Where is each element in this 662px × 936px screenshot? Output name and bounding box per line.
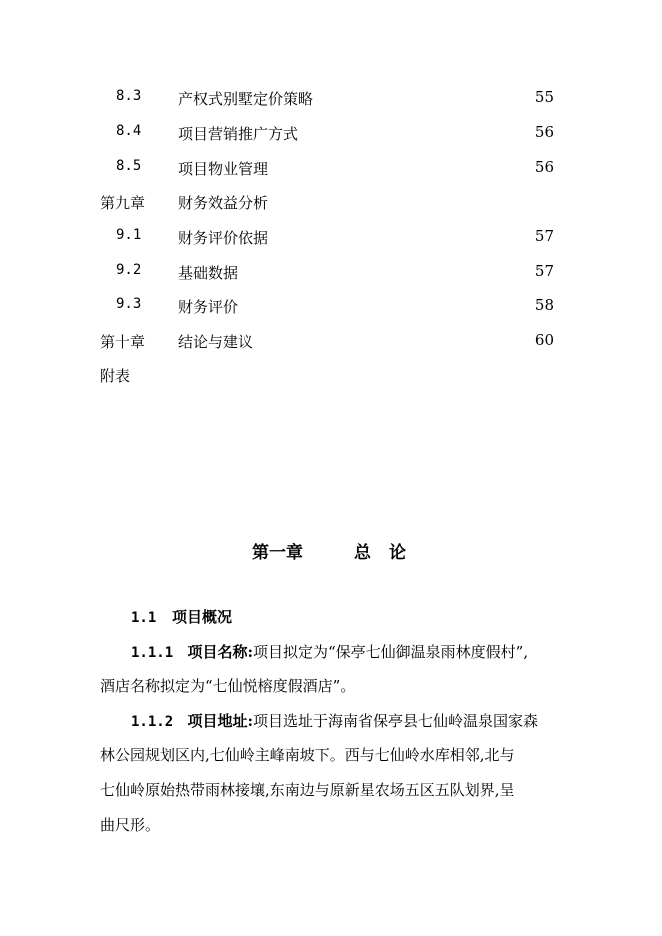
- toc-row: [0, 158, 662, 182]
- toc-number: 9.1: [116, 227, 142, 243]
- toc-title: 基础数据: [178, 264, 239, 282]
- toc-number: 第十章: [100, 333, 146, 351]
- toc-title: 财务效益分析: [178, 194, 269, 212]
- item-number: 1.1.2: [131, 714, 174, 730]
- toc-row: [0, 262, 662, 286]
- toc-number: 9.2: [116, 262, 142, 278]
- paragraph-line: 七仙岭原始热带雨林接壤,东南边与原新星农场五区五队划界,呈: [100, 781, 515, 799]
- section-title: 项目概况: [171, 608, 232, 626]
- item-label: 项目名称:: [187, 643, 254, 661]
- paragraph-line: 曲尺形。: [100, 816, 161, 834]
- chapter-title: 总论: [354, 543, 424, 563]
- toc-number: 8.4: [116, 123, 142, 139]
- toc-row: [0, 227, 662, 251]
- paragraph-line: 项目拟定为“保亭七仙御温泉雨林度假村”,: [253, 643, 529, 661]
- toc-row: [0, 365, 662, 389]
- toc-page: 56: [534, 123, 554, 141]
- toc-page: 58: [534, 296, 554, 314]
- toc-row: [0, 331, 662, 355]
- toc-number: 9.3: [116, 296, 142, 312]
- toc-title: 财务评价: [178, 298, 239, 316]
- toc-number: 8.3: [116, 88, 142, 104]
- chapter-label: 第一章: [252, 543, 303, 563]
- toc-number: 8.5: [116, 158, 142, 174]
- paragraph-project-name: [131, 635, 528, 670]
- toc-row: [0, 88, 662, 112]
- toc-title: 财务评价依据: [178, 229, 269, 247]
- toc-page: 57: [534, 227, 554, 245]
- toc-page: 60: [534, 331, 554, 349]
- toc-page: 55: [534, 88, 554, 106]
- item-label: 项目地址:: [187, 712, 254, 730]
- item-number: 1.1.1: [131, 645, 174, 661]
- toc-row: [0, 192, 662, 216]
- paragraph-line: 林公园规划区内,七仙岭主峰南坡下。西与七仙岭水库相邻,北与: [100, 746, 515, 764]
- toc-row: [0, 296, 662, 320]
- toc-row: [0, 123, 662, 147]
- toc-number: 附表: [100, 367, 131, 385]
- toc-title: 结论与建议: [178, 333, 254, 351]
- paragraph-line: 项目选址于海南省保亭县七仙岭温泉国家森: [253, 712, 539, 730]
- toc-title: 产权式别墅定价策略: [178, 90, 314, 108]
- paragraph-project-address: [131, 704, 538, 739]
- toc-title: 项目物业管理: [178, 160, 269, 178]
- toc-title: 项目营销推广方式: [178, 125, 299, 143]
- section-heading: [131, 600, 232, 635]
- toc-page: 56: [534, 158, 554, 176]
- section-number: 1.1: [131, 610, 157, 626]
- paragraph-line: 酒店名称拟定为“七仙悦榕度假酒店”。: [100, 677, 356, 695]
- toc-page: 57: [534, 262, 554, 280]
- toc-number: 第九章: [100, 194, 146, 212]
